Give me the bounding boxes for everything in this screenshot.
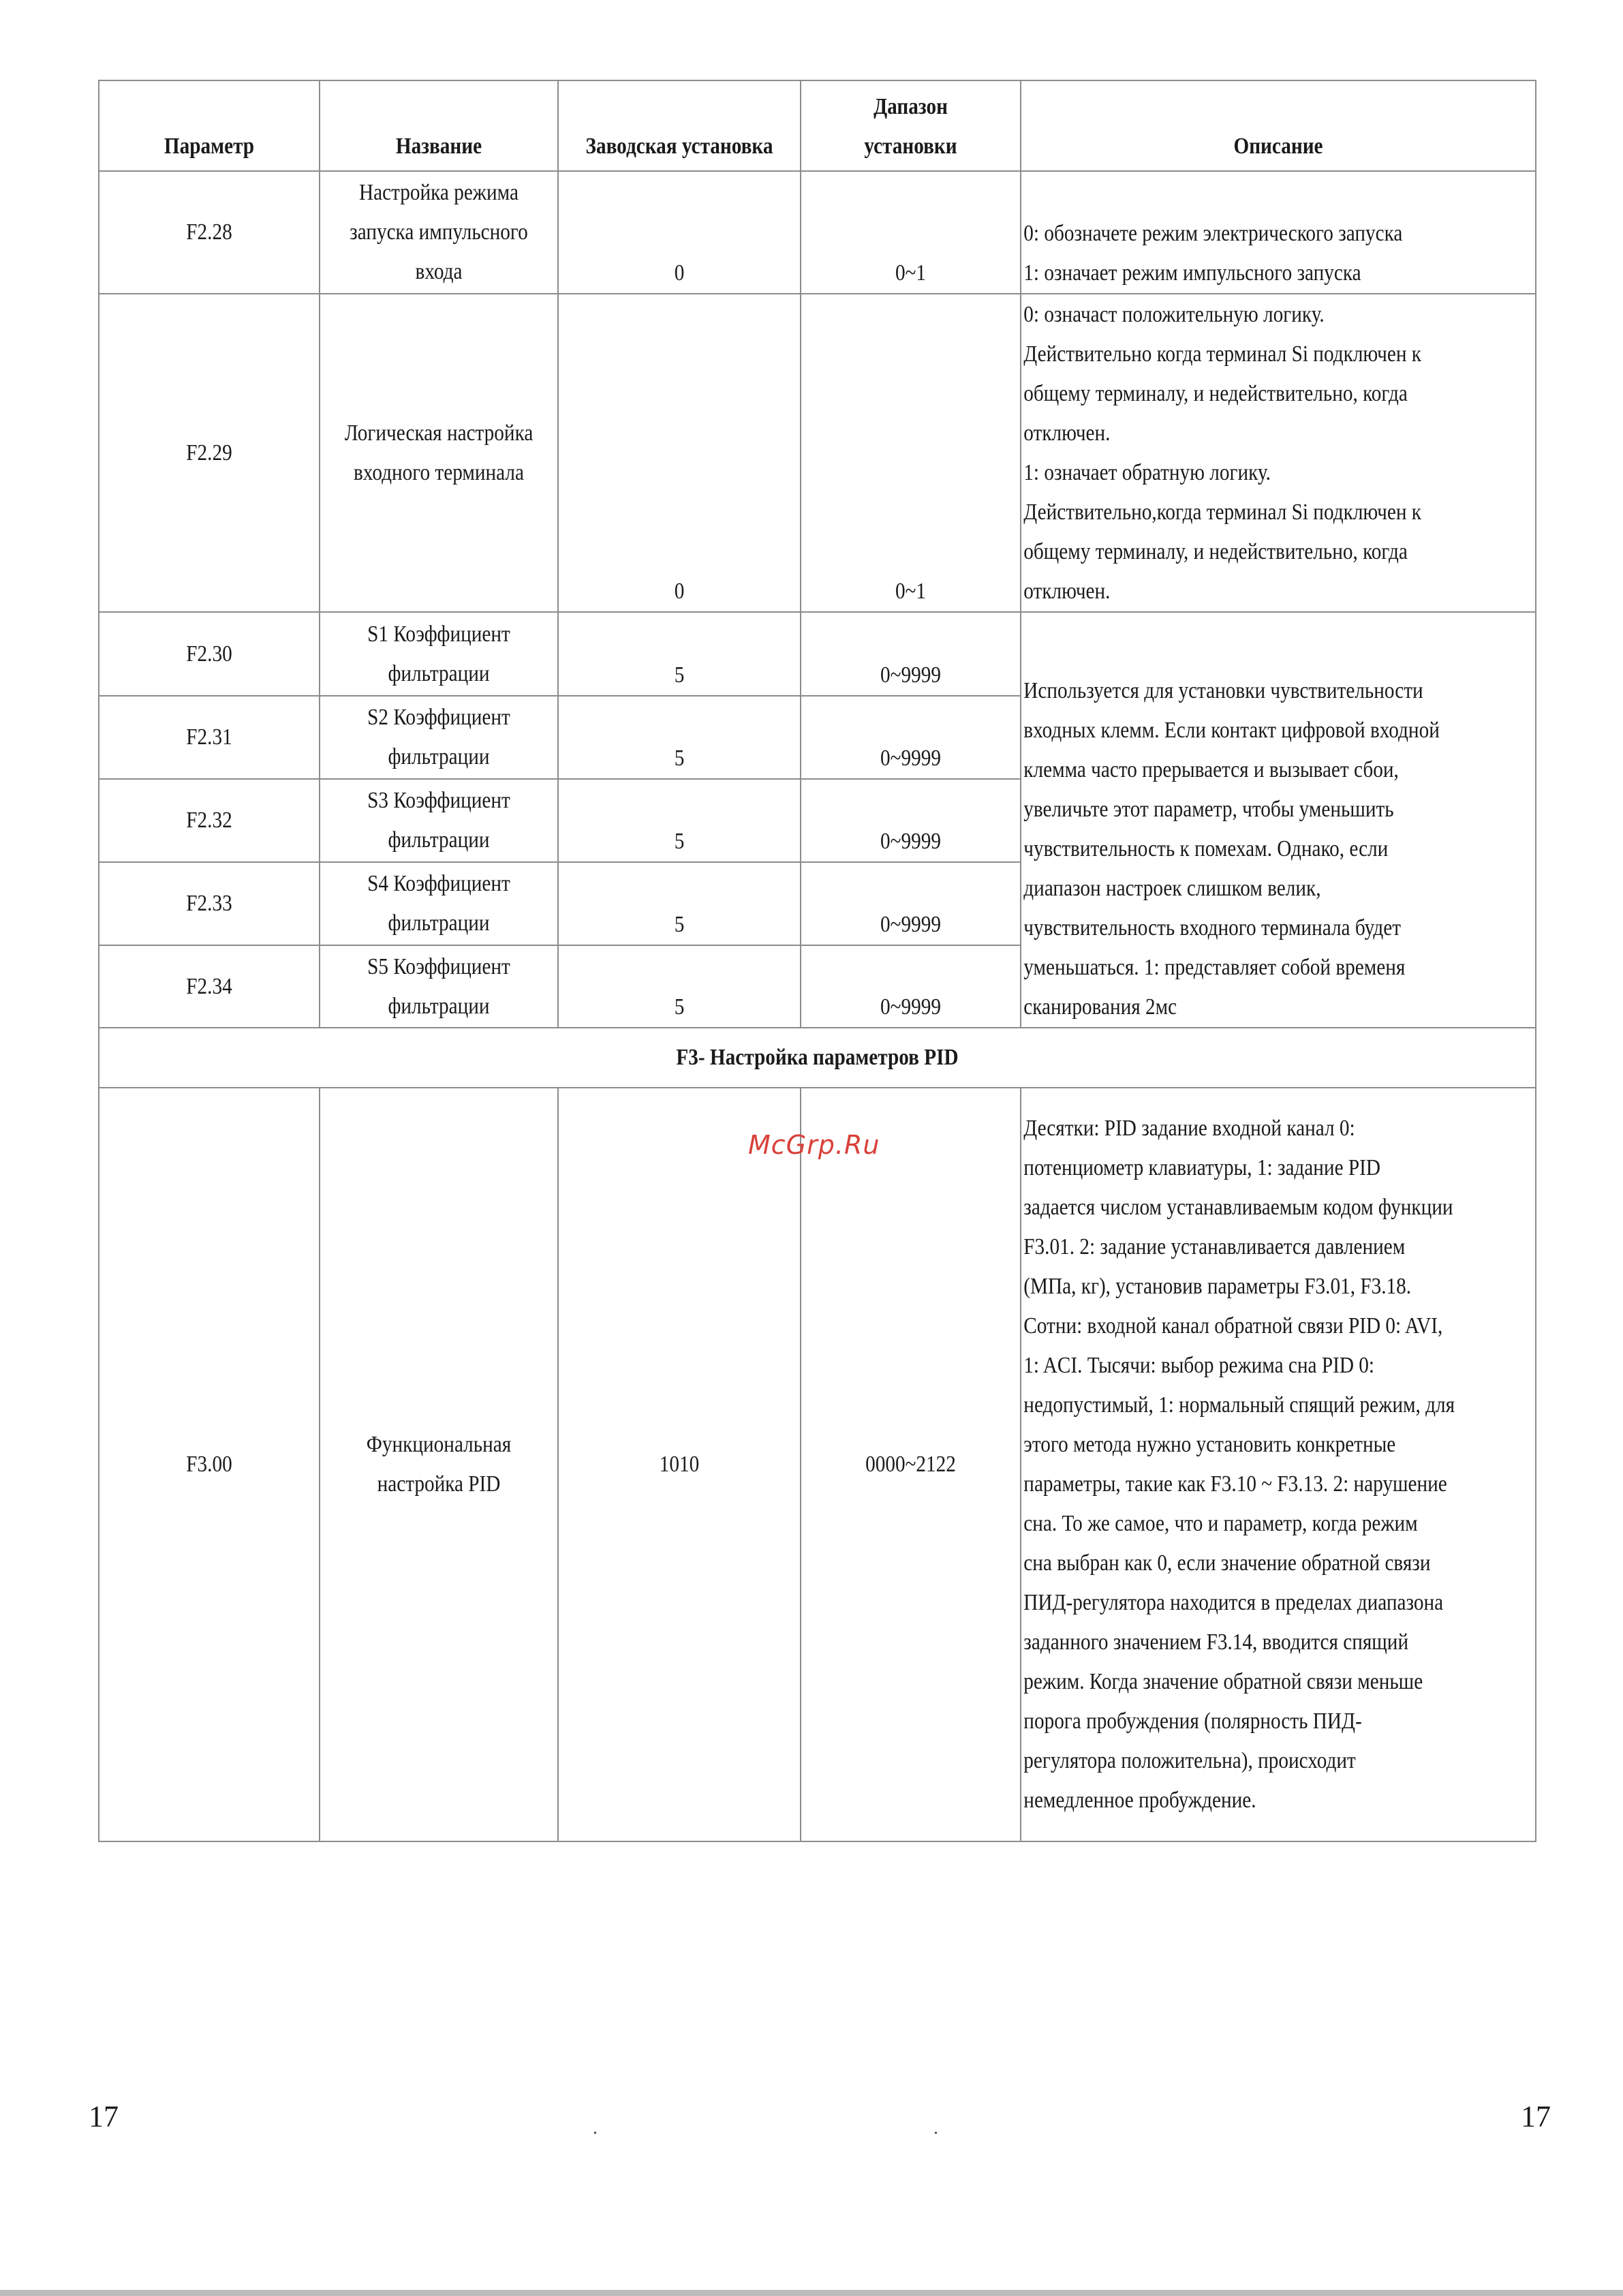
- cell-name: [337, 1088, 542, 1841]
- header-range-line: Дапазон: [874, 94, 948, 119]
- cell-param: F2.30: [114, 612, 305, 696]
- desc-line: Используется для установки чувствительности: [1023, 678, 1423, 703]
- desc-line: задается числом устанавливаемым кодом функции: [1023, 1195, 1453, 1220]
- desc-line: диапазон настроек слишком велик,: [1023, 876, 1321, 901]
- header-range-line: установки: [864, 134, 957, 159]
- desc-line: параметры, такие как F3.10 ~ F3.13. 2: нарушение: [1023, 1471, 1447, 1497]
- desc-line: 0: означаст положительную логику.: [1023, 301, 1325, 327]
- table-row: [99, 294, 1536, 612]
- cell-name-line: фильтрации: [388, 744, 490, 769]
- cell-range: 0~9999: [816, 612, 1006, 696]
- cell-factory: 5: [575, 612, 784, 696]
- table-row: [99, 171, 1536, 294]
- cell-param: F3.00: [114, 1088, 305, 1841]
- desc-line: сканирования 2мс: [1023, 994, 1177, 1020]
- desc-line: потенциометр клавиатуры, 1: задание PID: [1023, 1155, 1380, 1180]
- cell-name: [337, 779, 542, 862]
- desc-line: регулятора положительна), происходит: [1023, 1748, 1356, 1773]
- desc-line: сна выбран как 0, если значение обратной связи: [1023, 1550, 1431, 1576]
- desc-line: 1: означает обратную логику.: [1023, 459, 1271, 485]
- cell-factory: 5: [575, 862, 784, 945]
- cell-name-line: фильтрации: [388, 993, 490, 1019]
- cell-name-line: S4 Коэффициент: [367, 871, 510, 896]
- cell-name-line: входа: [415, 259, 463, 284]
- speck-dot: [935, 2132, 937, 2134]
- desc-line: отключен.: [1023, 420, 1111, 446]
- cell-range: 0~9999: [816, 696, 1006, 779]
- desc-line: 1: ACI. Тысячи: выбор режима сна PID 0:: [1023, 1353, 1374, 1378]
- cell-param: F2.29: [114, 294, 305, 612]
- cell-name: [337, 171, 542, 294]
- desc-line: ПИД-регулятора находится в пределах диапазона: [1023, 1590, 1444, 1615]
- cell-name-line: S2 Коэффициент: [367, 705, 510, 730]
- cell-factory: 5: [575, 945, 784, 1028]
- desc-line: недопустимый, 1: нормальный спящий режим, для: [1023, 1392, 1455, 1418]
- desc-line: Действительно когда терминал Si подключен к: [1023, 341, 1421, 367]
- table-header-row: [99, 80, 1536, 171]
- desc-line: немедленное пробуждение.: [1023, 1788, 1256, 1813]
- cell-name: [337, 862, 542, 945]
- cell-range: 0~9999: [816, 945, 1006, 1028]
- cell-desc: [1021, 294, 1464, 612]
- desc-line: уменьшаться. 1: представляет собой временя: [1023, 955, 1406, 980]
- cell-name-line: фильтрации: [388, 910, 490, 936]
- cell-name-line: настройка PID: [377, 1471, 501, 1497]
- cell-name-line: запуска импульсного: [350, 219, 528, 245]
- cell-name-line: Логическая настройка: [344, 420, 534, 446]
- desc-line: общему терминалу, и недействительно, когда: [1023, 538, 1408, 564]
- cell-name-line: S5 Коэффициент: [367, 953, 510, 979]
- page-number-right: 17: [1521, 2100, 1551, 2133]
- desc-line: входных клемм. Если контакт цифровой входной: [1023, 718, 1440, 743]
- desc-line: клемма часто прерывается и вызывает сбои,: [1023, 757, 1399, 782]
- cell-name: [337, 294, 542, 612]
- cell-param: F2.34: [114, 945, 305, 1028]
- section-title: F3- Настройка параметров PID: [200, 1028, 1436, 1088]
- cell-range: 0~9999: [816, 862, 1006, 945]
- table-row: [99, 612, 1536, 696]
- header-name: Название: [337, 80, 542, 171]
- cell-name-line: Настройка режима: [359, 180, 519, 205]
- cell-factory: 5: [575, 779, 784, 862]
- table-row: [99, 1088, 1536, 1841]
- cell-name: [337, 696, 542, 779]
- desc-line: сна. То же самое, что и параметр, когда режим: [1023, 1511, 1418, 1536]
- cell-factory: 5: [575, 696, 784, 779]
- cell-factory: 1010: [575, 1088, 784, 1841]
- desc-line: чувствительность к помехам. Однако, если: [1023, 836, 1389, 861]
- desc-line: увеличьте этот параметр, чтобы уменьшить: [1023, 797, 1394, 822]
- desc-line: (МПа, кг), установив параметры F3.01, F3.18.: [1023, 1274, 1412, 1299]
- desc-line: заданного значением F3.14, вводится спящий: [1023, 1629, 1409, 1655]
- desc-line: Сотни: входной канал обратной связи PID 0: AVI,: [1023, 1313, 1443, 1338]
- desc-line: режим. Когда значение обратной связи меньше: [1023, 1669, 1423, 1694]
- header-factory: Заводская установка: [575, 80, 784, 171]
- desc-line: Десятки: PID задание входной канал 0:: [1023, 1116, 1355, 1141]
- cell-name-line: входного терминала: [354, 459, 524, 485]
- desc-line: Действительно,когда терминал Si подключен к: [1023, 499, 1421, 525]
- desc-line: 1: означает режим импульсного запуска: [1023, 260, 1361, 286]
- desc-line: порога пробуждения (полярность ПИД-: [1023, 1709, 1362, 1734]
- cell-desc-filter: [1021, 612, 1464, 1028]
- watermark: McGrp.Ru: [748, 1130, 880, 1160]
- desc-line: этого метода нужно установить конкретные: [1023, 1432, 1396, 1457]
- cell-range: 0000~2122: [816, 1088, 1006, 1841]
- cell-name-line: фильтрации: [388, 660, 490, 686]
- section-row: [99, 1028, 1536, 1088]
- cell-param: F2.28: [114, 171, 305, 294]
- desc-line: отключен.: [1023, 578, 1111, 604]
- cell-name: [337, 945, 542, 1028]
- cell-name-line: Функциональная: [366, 1432, 512, 1457]
- speck-dot: [594, 2132, 596, 2134]
- cell-range: 0~1: [816, 294, 1006, 612]
- cell-range: 0~1: [816, 171, 1006, 294]
- cell-param: F2.33: [114, 862, 305, 945]
- desc-line: чувствительность входного терминала будет: [1023, 915, 1402, 940]
- header-desc: Описание: [1057, 80, 1500, 171]
- cell-name: [337, 612, 542, 696]
- cell-param: F2.32: [114, 779, 305, 862]
- cell-param: F2.31: [114, 696, 305, 779]
- desc-line: F3.01. 2: задание устанавливается давлением: [1023, 1234, 1406, 1259]
- cell-name-line: фильтрации: [388, 827, 490, 853]
- cell-desc: [1021, 171, 1464, 294]
- desc-line: 0: обозначете режим электрического запуска: [1023, 221, 1403, 246]
- header-param: Параметр: [114, 80, 305, 171]
- bottom-rule: [0, 2290, 1623, 2296]
- parameter-table: [98, 80, 1536, 1842]
- header-range: [816, 80, 1006, 171]
- page-number-left: 17: [89, 2100, 119, 2133]
- cell-name-line: S1 Коэффициент: [367, 621, 510, 647]
- cell-factory: 0: [575, 171, 784, 294]
- cell-desc: [1021, 1088, 1464, 1841]
- desc-line: общему терминалу, и недействительно, когда: [1023, 380, 1408, 406]
- cell-factory: 0: [575, 294, 784, 612]
- cell-name-line: S3 Коэффициент: [367, 788, 510, 813]
- cell-range: 0~9999: [816, 779, 1006, 862]
